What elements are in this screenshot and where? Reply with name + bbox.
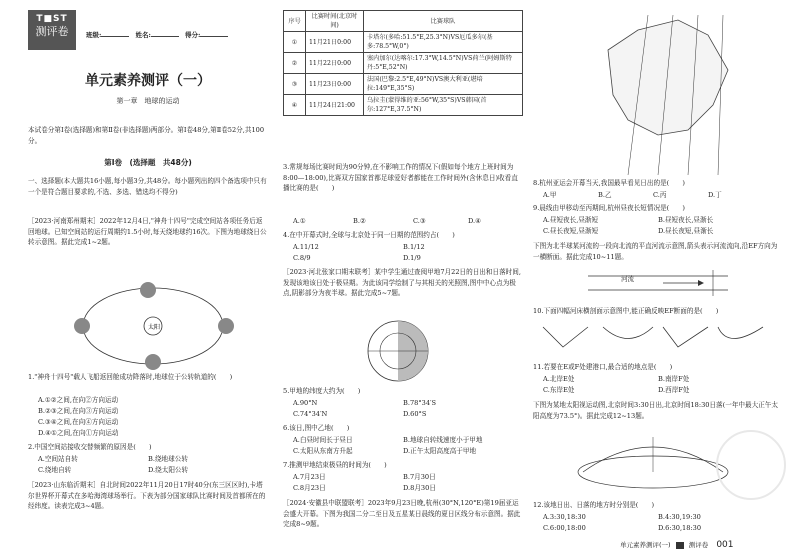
q2-option-c[interactable]: C.绕地自转 bbox=[38, 466, 72, 474]
table-cell: ④ bbox=[284, 95, 306, 116]
section-a bbox=[543, 327, 588, 347]
earth-3 bbox=[145, 354, 161, 370]
table-cell: 乌拉圭(蒙得维的亚:56°W,35°S)VS韩国(首尔:127°E,37.5°N) bbox=[364, 95, 523, 116]
sun-label: 太阳 bbox=[148, 324, 161, 331]
polar-light-diagram bbox=[363, 316, 433, 386]
q6-option-b[interactable]: B.地球自转线速度小于甲地 bbox=[403, 436, 483, 444]
context-3: ［2023·河北张家口期末联考］某中学生通过查阅甲地7月22日的日出和日落时间,发现该地该日处于极昼期。为此该同学绘制了与其相关的光照图,图中中心点为极点,阴影部分为夜半球。据此完成5~7题。 bbox=[283, 268, 521, 298]
q1-option-d[interactable]: D.④①之间,在向①方向运动 bbox=[38, 429, 119, 437]
q12-option-a[interactable]: A.3:30,18:30 bbox=[543, 513, 586, 521]
table-row bbox=[284, 95, 523, 116]
q5-option-b[interactable]: B.78°34′S bbox=[403, 399, 437, 407]
q7-option-d[interactable]: D.8月30日 bbox=[403, 484, 436, 492]
intro: 本试卷分第Ⅰ卷(选择题)和第Ⅱ卷(非选择题)两部分。第Ⅰ卷48分,第Ⅱ卷52分,共100分。 bbox=[28, 126, 265, 145]
q1-option-b[interactable]: B.②③之间,在向③方向运动 bbox=[38, 407, 119, 415]
q2-option-d[interactable]: D.绕太阳公转 bbox=[148, 466, 189, 474]
cross-section-options bbox=[538, 322, 768, 352]
match-table bbox=[283, 10, 523, 116]
q5-option-a[interactable]: A.90°N bbox=[293, 399, 318, 407]
header-fields bbox=[86, 30, 232, 41]
table-row bbox=[284, 32, 523, 53]
q8-option-c[interactable]: C.丙 bbox=[653, 191, 667, 199]
earth-4 bbox=[74, 318, 90, 334]
china-outline bbox=[608, 20, 728, 135]
q11-option-c[interactable]: C.东岸E处 bbox=[543, 386, 575, 394]
logo bbox=[28, 10, 76, 50]
q1-option-a[interactable]: A.①②之间,在向②方向运动 bbox=[38, 396, 119, 404]
q7-option-c[interactable]: C.8月23日 bbox=[293, 484, 326, 492]
earth-1 bbox=[140, 282, 156, 298]
table-cell: ② bbox=[284, 53, 306, 74]
earth-2 bbox=[218, 318, 234, 334]
column-left bbox=[28, 10, 268, 550]
q2-option-b[interactable]: B.绕地球公转 bbox=[148, 455, 188, 463]
logo-bottom: 测评卷 bbox=[35, 24, 69, 38]
name-label: 姓名: bbox=[135, 31, 151, 39]
context-2: ［2023·山东临沂期末］自北时间2022年11月20日17时40分(东三区区时),卡塔尔世界杯开幕式在多哈海湾球场举行。下表为部分国家球队比赛时间及首都所在的经纬度。读表完成3~4题。 bbox=[28, 481, 266, 511]
doc-subtitle: 第一章 地球的运动 bbox=[116, 97, 180, 105]
q8-option-a[interactable]: A.甲 bbox=[543, 191, 557, 199]
class-field[interactable] bbox=[101, 36, 129, 37]
q2-option-a[interactable]: A.空间站自转 bbox=[38, 455, 78, 463]
section-b bbox=[603, 327, 653, 339]
q4-option-b[interactable]: B.1/12 bbox=[403, 243, 425, 251]
q3-option-c[interactable]: C.③ bbox=[413, 217, 426, 225]
table-header: 比赛球队 bbox=[364, 11, 523, 32]
table-row bbox=[284, 74, 523, 95]
table-cell: 11月24日21:00 bbox=[306, 95, 364, 116]
q12-option-b[interactable]: B.4:30,19:30 bbox=[658, 513, 701, 521]
q6-option-c[interactable]: C.太阳从东南方升起 bbox=[293, 447, 353, 455]
page-number: 001 bbox=[716, 540, 734, 550]
table-cell: 11月21日0:00 bbox=[306, 32, 364, 53]
section-d bbox=[718, 327, 763, 339]
question-7: 7.推测甲地结束极昼的时间为( ) bbox=[283, 461, 387, 469]
q6-option-d[interactable]: D.正午太阳高度高于甲地 bbox=[403, 447, 477, 455]
question-11: 11.若要在E或F处建港口,最合适的地点是( ) bbox=[533, 363, 673, 371]
q9-option-c[interactable]: C.昼长夜短,昼渐短 bbox=[543, 227, 599, 235]
q6-option-a[interactable]: A.白昼时间长于昼日 bbox=[293, 436, 353, 444]
table-cell: 卡塔尔(多哈:51.5°E,25.3°N)VS厄瓜多尔(基多:78.5°W,0°) bbox=[364, 32, 523, 53]
column-middle bbox=[283, 10, 523, 550]
q7-option-b[interactable]: B.7月30日 bbox=[403, 473, 436, 481]
q3-option-d[interactable]: D.④ bbox=[468, 217, 482, 225]
score-field[interactable] bbox=[200, 36, 228, 37]
q5-option-c[interactable]: C.74°34′N bbox=[293, 410, 328, 418]
page-footer bbox=[620, 540, 734, 550]
q7-option-a[interactable]: A.7月23日 bbox=[293, 473, 326, 481]
footer-label-2: 测评卷 bbox=[688, 541, 709, 549]
class-label: 班级: bbox=[86, 31, 102, 39]
table-cell: 法国(巴黎:2.5°E,49°N)VS澳大利亚(堪培拉:149°E,35°S) bbox=[364, 74, 523, 95]
q5-option-d[interactable]: D.60°S bbox=[403, 410, 427, 418]
name-field[interactable] bbox=[151, 36, 179, 37]
context-4: ［2024·安徽县中联盟联考］2023年9月23日晚,杭州(30°N,120°E)第19届亚运会盛大开幕。下图为我国二分二至日及五星某日晨线的夏日区线分布示意图。据此完成8~9题。 bbox=[283, 499, 521, 529]
context-5: 下图为北半球某河流的一段向北流的平直河流示意图,箭头表示河流流向,沿EF方向为一横断面。据此完成10~11题。 bbox=[533, 242, 778, 261]
table-cell: 11月22日0:00 bbox=[306, 53, 364, 74]
q9-option-b[interactable]: B.昼短夜长,昼渐长 bbox=[658, 216, 714, 224]
q3-option-a[interactable]: A.① bbox=[293, 217, 306, 225]
river-arrow-head bbox=[698, 280, 704, 286]
question-10: 10.下面四幅河床横剖面示意图中,能正确反映EF断面的是( ) bbox=[533, 307, 719, 315]
river-diagram bbox=[588, 268, 728, 298]
table-cell: 11月23日0:00 bbox=[306, 74, 364, 95]
question-3: 3.常规每场比赛时间为90分钟,在不影响工作的情况下(假如每个地方上班时间为8:00—18:00),比赛双方国家首都足球爱好者都能在工作时间外(含休息日)收看直播比赛的是( ) bbox=[283, 163, 518, 193]
table-header: 比赛时间(北京时间) bbox=[306, 11, 364, 32]
q4-option-a[interactable]: A.11/12 bbox=[293, 243, 319, 251]
footer-divider bbox=[676, 542, 684, 549]
q8-option-d[interactable]: D.丁 bbox=[708, 191, 722, 199]
q9-option-a[interactable]: A.昼短夜长,昼渐短 bbox=[543, 216, 599, 224]
terminator-4 bbox=[718, 15, 723, 175]
q9-option-d[interactable]: D.昼长夜短,昼渐长 bbox=[658, 227, 714, 235]
question-6: 6.该日,图中乙地( ) bbox=[283, 424, 350, 432]
question-12: 12.该地日出、日落的地方时分别是( ) bbox=[533, 501, 655, 509]
table-header: 序号 bbox=[284, 11, 306, 32]
doc-title: 单元素养测评（一） bbox=[85, 73, 211, 89]
q4-option-d[interactable]: D.1/9 bbox=[403, 254, 421, 262]
sun-path-diagram bbox=[573, 432, 733, 492]
question-5: 5.甲地的纬度大约为( ) bbox=[283, 387, 361, 395]
orbit-diagram bbox=[68, 278, 238, 373]
score-label: 得分: bbox=[184, 31, 201, 39]
river-label: 河流 bbox=[621, 275, 635, 283]
table-cell: ① bbox=[284, 32, 306, 53]
q8-option-b[interactable]: B.乙 bbox=[598, 191, 612, 199]
logo-top: T■ST bbox=[36, 14, 68, 24]
q11-option-d[interactable]: D.西岸F处 bbox=[658, 386, 690, 394]
q11-option-a[interactable]: A.北岸E处 bbox=[543, 375, 575, 383]
part1-heading: 第Ⅰ卷 (选择题 共48分) bbox=[104, 158, 192, 167]
context-1: ［2023·河南郑州期末］2022年12月4日,"神舟十四号"完成空间站各项任务后返回地球。已知空间站的运行周期约1.5小时,每天绕地球约16次。下图为地球绕日公转示意图。据此完成1~2题。 bbox=[28, 217, 267, 247]
table-cell: ③ bbox=[284, 74, 306, 95]
q3-option-b[interactable]: B.② bbox=[353, 217, 366, 225]
section-c bbox=[663, 327, 708, 347]
context-6: 下图为某地太阳视运动图,北京时间3:30日出,北京时间18:30日落(一年中最大正午太阳高度为73.5°)。据此完成12~13题。 bbox=[533, 401, 778, 420]
question-9: 9.晨线由甲移动至丙期间,杭州昼夜长短情况是( ) bbox=[533, 204, 685, 212]
china-map bbox=[588, 10, 738, 180]
q12-option-d[interactable]: D.6:30,18:30 bbox=[658, 524, 702, 532]
q4-option-c[interactable]: C.8/9 bbox=[293, 254, 311, 262]
q1-option-c[interactable]: C.③④之间,在向④方向运动 bbox=[38, 418, 119, 426]
table-row bbox=[284, 53, 523, 74]
footer-label: 单元素养测评(一) bbox=[620, 541, 671, 549]
question-2: 2.中国空间站接收交替频繁的原因是( ) bbox=[28, 443, 152, 451]
question-4: 4.在中开幕式时,全球与北京处于同一日期的范围约占( ) bbox=[283, 231, 455, 239]
question-1: 1."神舟十四号"载人飞船返回舱成功降落时,地球位于公转轨道的( ) bbox=[28, 373, 233, 381]
q11-option-b[interactable]: B.南岸F处 bbox=[658, 375, 690, 383]
table-cell: 塞内加尔(达喀尔:17.3°W,14.5°N)VS荷兰(阿姆斯特丹:5°E,52°N) bbox=[364, 53, 523, 74]
question-8: 8.杭州亚运会开幕当天,我国最早看见日出的是( ) bbox=[533, 179, 685, 187]
watermark-seal bbox=[716, 430, 786, 500]
section1: 一、选择题(本大题共16小题,每小题3分,共48分。每小题列出的四个备选项中只有一个是符合题目要求的,不选、多选、错选均不得分) bbox=[28, 177, 267, 196]
q12-option-c[interactable]: C.6:00,18:00 bbox=[543, 524, 586, 532]
